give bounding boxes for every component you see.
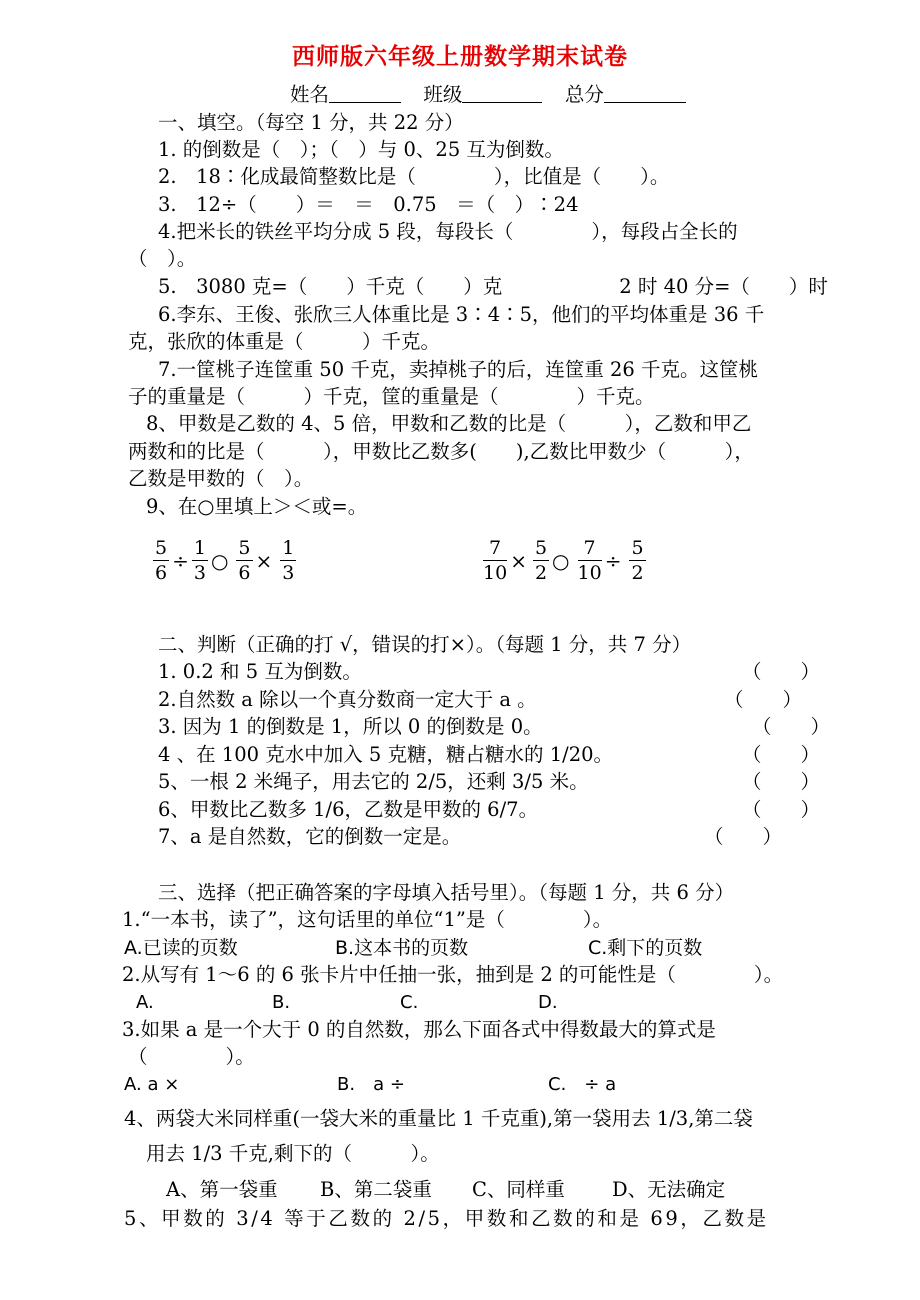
total-blank[interactable] (604, 82, 686, 103)
judge-answer-paren[interactable]: （ ） (742, 660, 821, 683)
denominator: 6 (155, 562, 168, 584)
choice-option[interactable]: B. (272, 992, 291, 1013)
numerator: 5 (155, 537, 168, 559)
choice-option[interactable]: C. ÷ a (548, 1074, 617, 1095)
s1-question-6a: 6.李东、王俊、张欣三人体重比是 3∶4∶5，他们的平均体重是 36 千 (158, 303, 765, 326)
s1-question-8c: 乙数是甲数的（ ）。 (128, 467, 314, 490)
fraction (280, 536, 296, 585)
class-label: 班级 (423, 83, 463, 106)
choice-question-4a: 4、两袋大米同样重(一袋大米的重量比 1 千克重),第一袋用去 1/3,第二袋 (124, 1107, 753, 1130)
choice-option[interactable]: A.已读的页数 (124, 937, 238, 959)
judge-answer-paren[interactable]: （ ） (704, 825, 783, 848)
total-label: 总分 (564, 83, 604, 106)
choice-question-1: 1.“一本书，读了”，这句话里的单位“1”是（ ）。 (122, 908, 613, 931)
choice-option[interactable]: B. a ÷ (337, 1074, 405, 1095)
choice-option[interactable]: D. (538, 992, 558, 1013)
choice-option[interactable]: A. a × (124, 1074, 180, 1095)
numerator: 5 (238, 537, 251, 559)
s1-question-2: 2. 18∶化成最简整数比是（ ），比值是（ ）。 (158, 165, 670, 188)
choice-question-3b: （ ）。 (128, 1045, 255, 1068)
s1-question-8b: 两数和的比是（ ），甲数比乙数多( ),乙数比甲数少（ ）， (128, 440, 754, 463)
operator: × (255, 548, 273, 573)
judge-item: 4 、在 100 克水中加入 5 克糖，糖占糖水的 1/20。 (158, 743, 614, 766)
choice-option[interactable]: C.剩下的页数 (588, 937, 703, 959)
denominator: 3 (282, 562, 295, 584)
fraction (153, 536, 169, 585)
s1-question-5: 5. 3080 克=（ ）千克（ ）克 2 时 40 分=（ ）时 (158, 275, 828, 298)
numerator: 1 (282, 537, 295, 559)
fraction (236, 536, 252, 585)
denominator: 2 (631, 562, 644, 584)
denominator: 10 (577, 562, 602, 584)
choice-option[interactable]: C. (400, 992, 419, 1013)
numerator: 7 (483, 536, 507, 561)
judge-item: 2.自然数 a 除以一个真分数商一定大于 a 。 (158, 688, 537, 711)
name-blank[interactable] (329, 82, 401, 103)
choice-option[interactable]: A、第一袋重 (166, 1178, 278, 1201)
q9-left-comparison (152, 536, 297, 585)
judge-item: 1. 0.2 和 5 互为倒数。 (158, 660, 362, 683)
judge-item: 3. 因为 1 的倒数是 1，所以 0 的倒数是 0。 (158, 715, 543, 738)
s1-question-1: 1. 的倒数是（ ）；（ ）与 0、25 互为倒数。 (158, 138, 564, 161)
choice-option[interactable]: B.这本书的页数 (335, 937, 469, 959)
section2-heading: 二、判断（正确的打 √，错误的打×）。（每题 1 分，共 7 分） (158, 633, 692, 656)
choice-option[interactable]: A. (136, 992, 154, 1013)
section1-heading: 一、填空。（每空 1 分，共 22 分） (158, 111, 464, 134)
s1-question-7a: 7.一筐桃子连筐重 50 千克，卖掉桃子的后，连筐重 26 千克。这筐桃 (158, 358, 759, 381)
class-blank[interactable] (462, 82, 542, 103)
choice-option[interactable]: C、同样重 (472, 1178, 565, 1201)
denominator: 3 (193, 562, 206, 584)
numerator: 5 (631, 537, 644, 559)
operator: × (510, 548, 527, 573)
answer-circle[interactable]: ○ (552, 548, 570, 573)
choice-option[interactable]: D、无法确定 (612, 1178, 726, 1201)
denominator: 10 (483, 562, 508, 584)
s1-question-7b: 子的重量是（ ）千克，筐的重量是（ ）千克。 (128, 385, 655, 408)
numerator: 1 (193, 537, 206, 559)
section3-heading: 三、选择（把正确答案的字母填入括号里）。（每题 1 分，共 6 分） (158, 881, 735, 904)
s1-question-4a: 4.把米长的铁丝平均分成 5 段，每段长（ ），每段占全长的 (158, 220, 738, 243)
judge-item: 5、一根 2 米绳子，用去它的 2/5，还剩 3/5 米。 (158, 770, 589, 793)
denominator: 2 (534, 562, 548, 584)
denominator: 6 (238, 562, 251, 584)
judge-answer-paren[interactable]: （ ） (742, 798, 821, 821)
fraction (483, 536, 507, 585)
header-info (290, 82, 686, 108)
fraction (533, 536, 549, 585)
numerator: 7 (578, 536, 602, 561)
judge-answer-paren[interactable]: （ ） (752, 715, 831, 738)
answer-circle[interactable]: ○ (210, 548, 229, 573)
judge-answer-paren[interactable]: （ ） (742, 743, 821, 766)
s1-question-6b: 克，张欣的体重是（ ）千克。 (128, 330, 441, 353)
judge-item: 6、甲数比乙数多 1/6，乙数是甲数的 6/7。 (158, 798, 539, 821)
operator: ÷ (604, 548, 622, 573)
name-label: 姓名 (290, 83, 330, 106)
s1-question-9: 9、在○里填上＞＜或=。 (146, 495, 368, 518)
s1-question-3: 3. 12÷（ ）＝ ＝ 0.75 ＝（ ）∶24 (158, 193, 579, 216)
numerator: 5 (534, 537, 548, 559)
choice-question-2: 2.从写有 1～6 的 6 张卡片中任抽一张，抽到是 2 的可能性是（ ）。 (122, 963, 784, 986)
choice-option[interactable]: B、第二袋重 (320, 1178, 432, 1201)
judge-answer-paren[interactable]: （ ） (724, 688, 803, 711)
operator: ÷ (172, 548, 189, 573)
s1-question-4b: （ ）。 (128, 247, 197, 270)
fraction (629, 536, 645, 585)
judge-item: 7、a 是自然数，它的倒数一定是。 (158, 825, 462, 848)
fraction (192, 536, 208, 585)
exam-title: 西师版六年级上册数学期末试卷 (292, 44, 628, 70)
choice-question-5: 5、甲数的 3/4 等于乙数的 2/5，甲数和乙数的和是 69，乙数是 (124, 1207, 769, 1230)
choice-question-3a: 3.如果 a 是一个大于 0 的自然数，那么下面各式中得数最大的算式是 (122, 1018, 716, 1041)
s1-question-8a: 8、甲数是乙数的 4、5 倍，甲数和乙数的比是（ ），乙数和甲乙 (146, 412, 752, 435)
q9-right-comparison (482, 536, 647, 585)
fraction (578, 536, 602, 585)
choice-question-4b: 用去 1/3 千克,剩下的（ ）。 (146, 1142, 440, 1165)
judge-answer-paren[interactable]: （ ） (742, 770, 821, 793)
